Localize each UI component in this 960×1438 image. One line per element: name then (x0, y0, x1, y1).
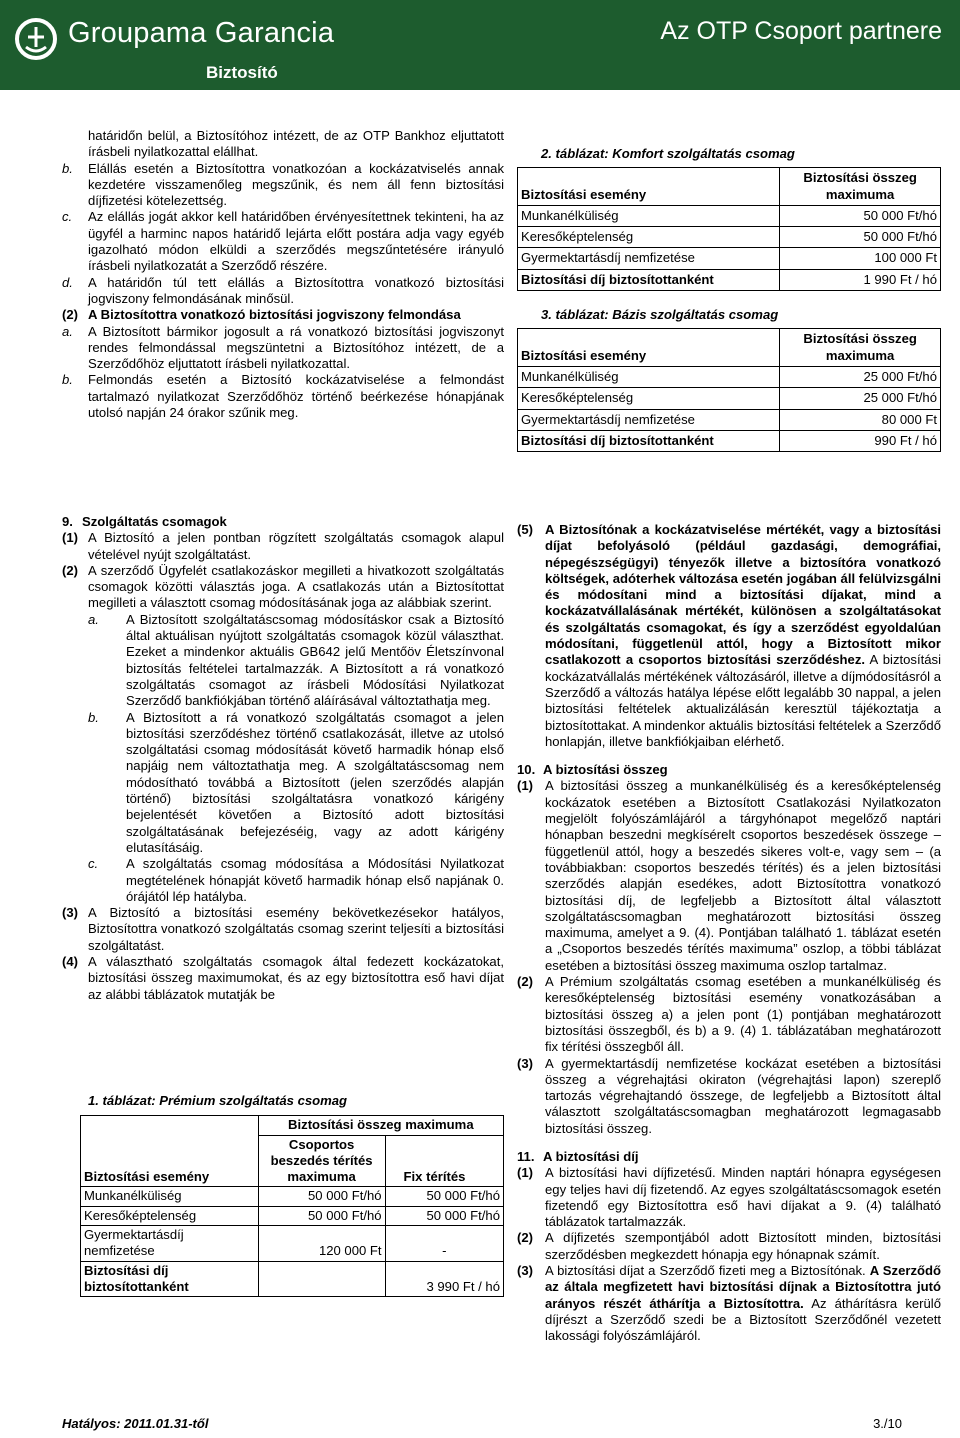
item-text: A határidőn túl tett elállás a Biztosítottra vonatkozó biztosítási jogviszony felmondásának minősül. (88, 274, 504, 306)
table-cell: 50 000 Ft/hó (385, 1187, 503, 1206)
table-caption: 1. táblázat: Prémium szolgáltatás csomag (88, 1093, 348, 1108)
item-text: A Prémium szolgáltatás csomag esetében a munkanélküliség és keresőképtelenség biztosítási esemény vonatkozásában a biztosítási összeg a) a jelen pont (1) pontjában meghatározott biztosítási összegből, és b) a 9. (4) 1. táblázatában meghatározott fix térítési összegből áll. (545, 974, 941, 1055)
partner-tagline: Az OTP Csoport partnere (660, 17, 942, 45)
item-label: (3) (517, 1055, 534, 1071)
section-heading (62, 514, 504, 530)
bold-text: A Szerződő az általa megfizetett havi biztosítási díjnak a Biztosítottra jutó arányos részét áthárítja a Biztosítottra. (545, 1263, 941, 1311)
section-number: 10. (517, 762, 536, 778)
list-item (62, 161, 504, 210)
table-row (518, 227, 941, 248)
table-header: Csoportos beszedés térítés maximuma (258, 1135, 385, 1187)
table-cell: 120 000 Ft (258, 1226, 385, 1262)
table-cell: 80 000 Ft (780, 409, 941, 430)
normal-text: A biztosítási díjat a Szerződő fizeti meg a Biztosítónak. (545, 1263, 870, 1279)
table-caption: 3. táblázat: Bázis szolgáltatás csomag (541, 307, 779, 323)
paragraph-text: A Biztosító a biztosítási esemény bekövetkezésekor hatályos, Biztosítottra vonatkozó szolgáltatás csomag szerint teljesíti a biztosítási szolgáltatást. (88, 905, 504, 953)
table-cell: 50 000 Ft/hó (780, 227, 941, 248)
table-header: Biztosítási összeg maximuma (780, 329, 941, 367)
list-item (62, 324, 504, 373)
table-cell: 100 000 Ft (780, 248, 941, 269)
brand-subtitle: Biztosító (206, 63, 278, 82)
list-item (62, 209, 504, 274)
subsection-heading (62, 307, 504, 323)
list-item (62, 275, 504, 308)
table-row (518, 205, 941, 226)
table-header: Biztosítási esemény (81, 1116, 259, 1187)
table-cell: 990 Ft / hó (780, 430, 941, 451)
table-cell: Biztosítási díj biztosítottanként (518, 430, 780, 451)
paragraph (62, 530, 504, 563)
section-heading (517, 1149, 941, 1165)
groupama-logo-icon (14, 17, 58, 61)
list-item (517, 1230, 941, 1263)
table-caption: 2. táblázat: Komfort szolgáltatás csomag (541, 146, 795, 161)
item-label: c. (62, 209, 73, 225)
table-cell: 50 000 Ft/hó (385, 1206, 503, 1225)
table-cell: Keresőképtelenség (518, 227, 780, 248)
list-item (62, 856, 504, 905)
item-label: d. (62, 274, 73, 290)
table-cell: 50 000 Ft/hó (258, 1187, 385, 1206)
item-label: (1) (62, 530, 79, 546)
list-item (62, 612, 504, 710)
subsection-title: A Biztosítottra vonatkozó biztosítási jogviszony felmondása (88, 307, 461, 323)
item-label: (1) (517, 1165, 534, 1181)
paragraph (62, 563, 504, 612)
table-header: Biztosítási összeg maximuma (780, 168, 941, 206)
paragraph-text: A választható szolgáltatás csomagok által fedezett kockázatokat, biztosítási összeg maximumokat, és az egy biztosítottra eső havi díjat az alábbi táblázatok mutatják be (88, 954, 504, 1002)
paragraph-5 (517, 522, 941, 750)
list-item (517, 974, 941, 1055)
item-text: A biztosítási összeg a munkanélküliség és a keresőképtelenség kockázatok esetében a Biztosított Csatlakozási Nyilatkozaton megjelölt folyószámlájáról a tárgyhónapot megelőző naptári hónapban beszedni megkísérelt csoportos beszedések összege – függetlenül attól, hogy a beszedés sikeres volt-e, vagy sem – (a továbbiakban: csoportos beszedés térítés) és a jelen biztosítási szerződés alapján esedékes, adott Biztosítottra vonatkozó biztosítási díj, de legfeljebb a Biztosított által választott szolgáltatáscsomagban meghatározott biztosítási összeg maximuma, amelyet a 9. (4). Pontjában található 1. táblázat esetén a „Csoportos beszedés térítés maximuma” oszlop, a többi táblázat esetében a biztosítási összeg maximuma oszlop tartalmaz. (545, 778, 941, 973)
bold-text: A Biztosítónak a kockázatviselése mértékét, vagy a biztosítási díjat befolyásoló (például gazdasági, demográfiai, népegészségügyi) tényezők illetve a biztosítóra vonatkozó költségek, adóterhek változása esetén jogában áll felülvizsgálni és módosítani mind a biztosítási díjakat, mind a kockázatvállalásának mértékét, különösen a szolgáltatásokat és szolgáltatás csomagokat, és így a szerződést egyoldalúan módosítani, függetlenül attól, hogy a Biztosított mikor csatlakozott a csoportos biztosítási szerződéshez. (545, 522, 941, 668)
item-text: A díjfizetés szempontjából adott Biztosított minden, biztosítási szerződésben megkezdett hónapja egy hónapnak számít. (545, 1230, 941, 1262)
item-label: c. (88, 856, 99, 872)
table-row (81, 1206, 504, 1225)
header-banner (0, 0, 960, 90)
table-row (518, 248, 941, 269)
table-cell: 25 000 Ft/hó (780, 388, 941, 409)
item-text: A Biztosított a rá vonatkozó szolgáltatás csomagot a jelen biztosítási szerződéshez történő csatlakozását, illetve az utolsó szolgáltatási csomag módosítását követő harmadik hónap első napjáig nem változtathatja meg. A szolgáltatáscsomag nem módosítható továbbá a Biztosított (jelen szerződés alapján történő) biztosítási szolgáltatásra vonatkozó kárigény bejelentését követően a Biztosító adott biztosítási szolgáltatásának befejezéséig, vagy az adott kárigény elutasításáig. (126, 709, 504, 855)
item-label: (3) (517, 1263, 534, 1279)
right-bottom-column (517, 522, 941, 1345)
section-9 (62, 514, 504, 1003)
normal-text: A biztosítási kockázatvállalás mértékének változásáról, illetve a díjmódosításról a Szerződő a változás hatálya lépése előtt legalább 30 nappal, a jelen biztosítási feltételek aktualizálásán keresztül tájékoztatja a biztosítottakat. A mindenkor aktuális biztosítási feltételek a Szerződő honlapján, illetve bankfiókjaiban elérhető. (545, 652, 941, 749)
table-row (518, 388, 941, 409)
komfort-package-table (517, 167, 941, 291)
table-cell: Biztosítási díj biztosítottanként (81, 1261, 259, 1297)
table-1-block (80, 1089, 504, 1297)
item-label: (2) (517, 974, 534, 990)
item-label: b. (62, 372, 73, 388)
list-item (517, 778, 941, 974)
item-text: Az elállás jogát akkor kell határidőben érvényesítettnek tekinteni, ha az ügyfél a harminc napos határidő lejárta előtt postára adja vagy egyéb igazolható módon elküldi a szerződés megszűntetésére irányuló írásbeli nyilatkozatát a Szerződő részére. (88, 209, 504, 274)
table-header: Fix térítés (385, 1135, 503, 1187)
item-label: (2) (517, 1230, 534, 1246)
item-label: a. (62, 323, 73, 339)
table-cell: Munkanélküliség (518, 205, 780, 226)
paragraph-text (545, 522, 941, 750)
right-top-column (517, 146, 941, 452)
list-item (517, 1056, 941, 1137)
left-top-column (62, 128, 504, 421)
table-header: Biztosítási esemény (518, 329, 780, 367)
table-row (518, 269, 941, 290)
table-row (518, 409, 941, 430)
item-label: b. (88, 709, 99, 725)
table-row (518, 366, 941, 387)
paragraph (62, 905, 504, 954)
section-number: 9. (62, 514, 73, 529)
bazis-package-table (517, 328, 941, 452)
table-cell: Gyermektartásdíj nemfizetése (518, 409, 780, 430)
item-text: A biztosítási havi díjfizetésű. Minden naptári hónapra egységesen egy teljes havi díj fizetendő. Az egyes szolgáltatáscsomagok esetén fizetendő egy Biztosítottra eső havi díjakat a 9. (4) található táblázatok tartalmazzák. (545, 1165, 941, 1230)
item-label: (2) (62, 307, 79, 323)
premium-package-table (80, 1115, 504, 1297)
table-cell: Gyermektartásdíj nemfizetése (81, 1226, 259, 1262)
paragraph-text: A szerződő Ügyfelét csatlakozáskor megilleti a hivatkozott szolgáltatás csomagok közötti választás joga. A csatlakozás után a Biztosítottat megilleti a választott csomag módosításának joga az alábbiak szerint. (88, 562, 504, 611)
list-item (62, 710, 504, 857)
item-label: (2) (62, 562, 79, 578)
paragraph (62, 954, 504, 1003)
list-item (517, 1165, 941, 1230)
table-header: Biztosítási esemény (518, 168, 780, 206)
item-text (545, 1263, 941, 1344)
table-cell: Keresőképtelenség (518, 388, 780, 409)
effective-date: Hatályos: 2011.01.31-től (62, 1416, 209, 1431)
paragraph-text: A Biztosító a jelen pontban rögzített szolgáltatás csomagok alapul vételével nyújt szolgáltatást. (88, 530, 504, 562)
item-label: a. (88, 611, 99, 627)
brand-name: Groupama Garancia (68, 17, 335, 49)
section-title: A biztosítási összeg (543, 762, 668, 778)
item-label: (4) (62, 954, 79, 970)
table-cell: Munkanélküliség (518, 366, 780, 387)
section-number: 11. (517, 1148, 535, 1164)
item-label: b. (62, 160, 73, 176)
paragraph-text: határidőn belül, a Biztosítóhoz intézett, de az OTP Bankhoz eljuttatott írásbeli nyilatkozattal elállhat. (88, 128, 504, 160)
item-text: A Biztosított bármikor jogosult a rá vonatkozó biztosítási jogviszonyt rendes felmondással megszüntetni a Biztosítóhoz intézett, de a Szerződőhöz eljuttatott írásbeli nyilatkozattal. (88, 323, 504, 372)
table-row (81, 1226, 504, 1262)
table-row (81, 1187, 504, 1206)
table-cell: Gyermektartásdíj nemfizetése (518, 248, 780, 269)
table-header: Biztosítási összeg maximuma (258, 1116, 503, 1135)
item-label: (3) (62, 905, 79, 921)
table-cell: 1 990 Ft / hó (780, 269, 941, 290)
table-cell: - (385, 1226, 503, 1262)
item-text: Elállás esetén a Biztosítottra vonatkozóan a kockázatviselés annak kezdetére visszamenőleg megszűnik, és nem áll fenn biztosítási díjfizetési kötelezettség. (88, 160, 504, 209)
table-cell: Munkanélküliség (81, 1187, 259, 1206)
table-cell: 25 000 Ft/hó (780, 366, 941, 387)
item-text: A Biztosított szolgáltatáscsomag módosításkor csak a Biztosító által aktuálisan nyújtott szolgáltatás csomagok közül választhat. Ezeket a mindenkor aktuális GB642 jelű Mentőöv Életszínvonal biztosítás feltételei tartalmazzák. A Biztosított a rá vonatkozó szolgáltatás csomagot az írásbeli Módosítási Nyilatkozat Szerződő bankfiókjában történő aláírásával változtathatja meg. (126, 611, 504, 709)
list-item (517, 1263, 941, 1344)
section-heading (517, 762, 941, 778)
item-text: A gyermektartásdíj nemfizetése kockázat esetében a biztosítási összeg a végrehajtási okiraton (végrehajtási lapon) szereplő tartozás végrehajtandó összege, de legfeljebb a Biztosított által választott szolgáltatáscsomagban meghatározott legmagasabb biztosítási összeg. (545, 1055, 941, 1136)
item-label: (5) (517, 522, 534, 537)
list-item (62, 372, 504, 421)
normal-text: Az áthárításra kerülő díjrészt a Szerződő szedi be a Biztosított Szerződőnél vezetett lakossági folyószámlájáról. (545, 1295, 941, 1344)
table-row (518, 430, 941, 451)
table-cell: Keresőképtelenség (81, 1206, 259, 1225)
item-text: A szolgáltatás csomag módosítása a Módosítási Nyilatkozat megtételének hónapját követő harmadik hónap első napjának 0. órájától lép hatályba. (126, 856, 504, 904)
table-cell: Biztosítási díj biztosítottanként (518, 269, 780, 290)
continuation-paragraph (62, 128, 504, 161)
table-cell: 50 000 Ft/hó (258, 1206, 385, 1225)
page-number: 3./10 (873, 1416, 902, 1431)
section-title: A biztosítási díj (543, 1148, 639, 1164)
table-cell: 3 990 Ft / hó (385, 1261, 503, 1297)
table-row (81, 1261, 504, 1297)
item-text: Felmondás esetén a Biztosító kockázatviselése a felmondást tartalmazó nyilatkozat Szerződőhöz történő beérkezése hónapjának utolsó napján 24 órakor szűnik meg. (88, 372, 504, 421)
table-cell: 50 000 Ft/hó (780, 205, 941, 226)
section-title: Szolgáltatás csomagok (82, 514, 227, 529)
item-label: (1) (517, 778, 534, 794)
